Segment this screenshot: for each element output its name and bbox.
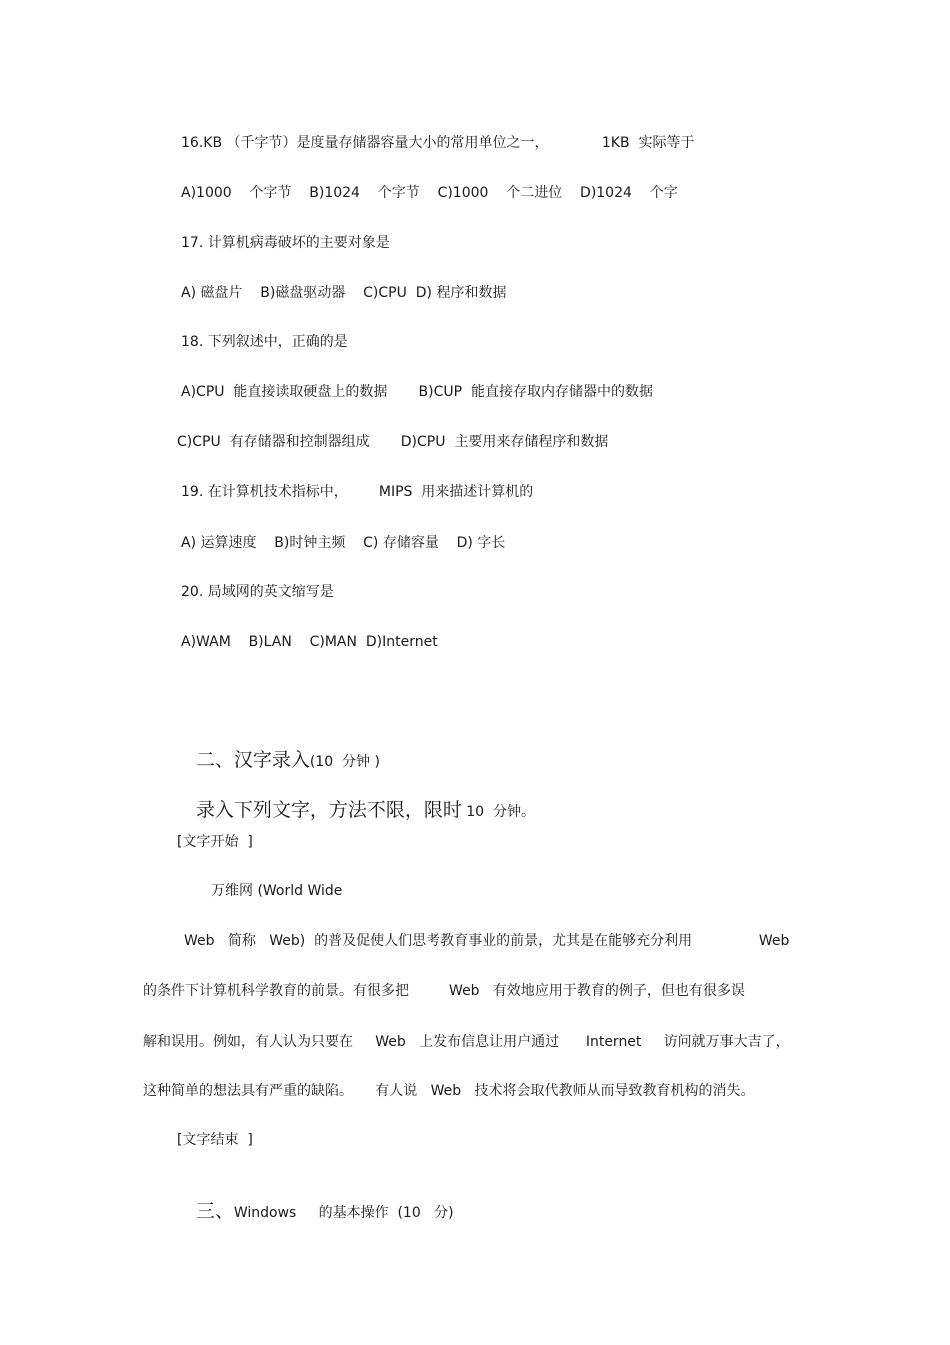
question-20-stem: 20. 局域网的英文缩写是 xyxy=(181,584,334,600)
section2-heading-note: (10 分钟 ) xyxy=(309,754,380,770)
passage-line-3: 的条件下计算机科学教育的前景。有很多把 Web 有效地应用于教育的例子，但也有很多误 xyxy=(143,983,745,999)
passage-line-2: Web 简称 Web) 的普及促使人们思考教育事业的前景，尤其是在能够充分利用 Web xyxy=(184,933,790,949)
section2-instruction-note: 10 分钟。 xyxy=(461,804,535,820)
passage-line-1: 万维网 (World Wide xyxy=(211,883,343,899)
section2-instruction-main: 录入下列文字，方法不限，限时 xyxy=(195,799,462,821)
section2-heading-main: 二、汉字录入 xyxy=(195,749,310,771)
question-19-stem: 19. 在计算机技术指标中， MIPS 用来描述计算机的 xyxy=(181,484,534,500)
question-18-options-cd: C)CPU 有存储器和控制器组成 D)CPU 主要用来存储程序和数据 xyxy=(177,434,609,450)
text-start-marker: [文字开始 ] xyxy=(177,834,253,850)
passage-line-5: 这种简单的想法具有严重的缺陷。 有人说 Web 技术将会取代教师从而导致教育机构的消失。 xyxy=(143,1083,755,1099)
section3-heading xyxy=(178,1178,454,1244)
question-16-stem: 16.KB （千字节）是度量存储器容量大小的常用单位之一， 1KB 实际等于 xyxy=(181,135,695,151)
question-17-stem: 17. 计算机病毒破坏的主要对象是 xyxy=(181,235,390,251)
question-16-options: A)1000 个字节 B)1024 个字节 C)1000 个二进位 D)1024 个字 xyxy=(181,185,678,201)
question-18-stem: 18. 下列叙述中，正确的是 xyxy=(181,334,348,350)
section3-heading-rest: Windows 的基本操作 (10 分) xyxy=(233,1205,454,1221)
question-19-options: A) 运算速度 B)时钟主频 C) 存储容量 D) 字长 xyxy=(181,535,506,551)
question-17-options: A) 磁盘片 B)磁盘驱动器 C)CPU D) 程序和数据 xyxy=(181,285,507,301)
text-end-marker: [文字结束 ] xyxy=(177,1132,253,1148)
passage-line-4: 解和误用。例如，有人认为只要在 Web 上发布信息让用户通过 Internet 访问就万事大吉了， xyxy=(143,1034,790,1050)
question-20-options: A)WAM B)LAN C)MAN D)Internet xyxy=(181,634,438,650)
section3-heading-main: 三、 xyxy=(195,1200,234,1222)
question-18-options-ab: A)CPU 能直接读取硬盘上的数据 B)CUP 能直接存取内存储器中的数据 xyxy=(181,384,653,400)
